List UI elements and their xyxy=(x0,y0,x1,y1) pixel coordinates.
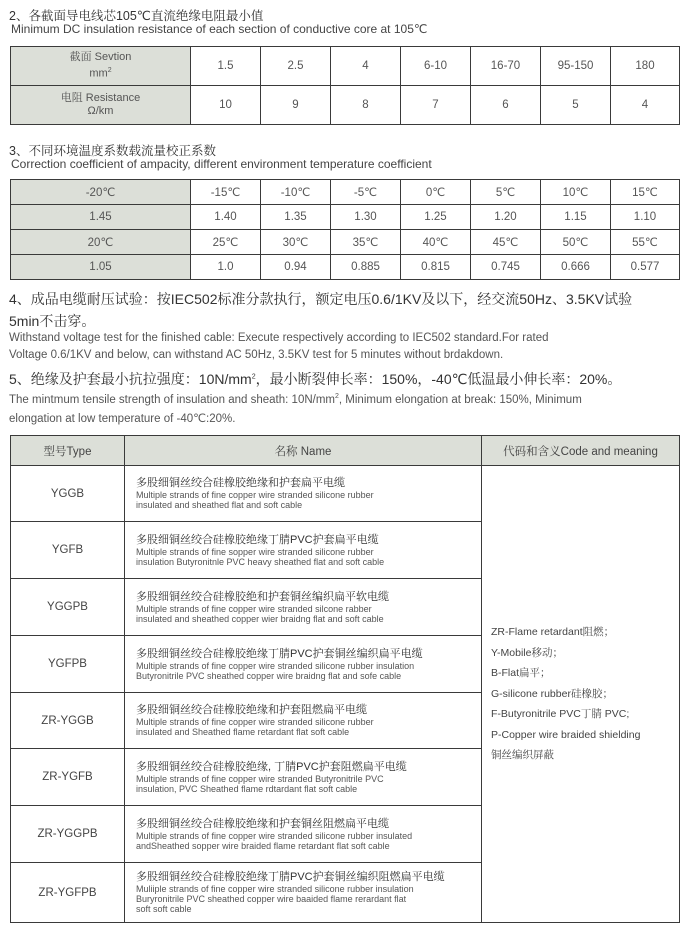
section5-cn-a: 5、绝缘及护套最小抗拉强度：10N/mm xyxy=(9,371,252,387)
section5-cn-sup: 2 xyxy=(251,373,256,381)
resistance-row xyxy=(11,86,680,125)
temperature-cell: 30℃ xyxy=(261,230,331,255)
cable-type-code: ZR-YGGPB xyxy=(11,806,125,863)
section-value: 4 xyxy=(331,47,401,86)
section4-cn-line1: 4、成品电缆耐压试验：按IEC502标准分款执行，额定电压0.6/1KV及以下，经交流50Hz、3.5KV试验 xyxy=(9,291,633,307)
code-meaning-item: F-Butyronitrile PVC丁腈 PVC; xyxy=(491,708,630,721)
coefficient-cell: 1.05 xyxy=(11,255,191,280)
section3-title-en: Correction coefficient of ampacity, different environment temperature coefficient xyxy=(11,157,432,171)
coefficient-cell: 0.745 xyxy=(471,255,541,280)
name-cn: 多股细铜丝绞合硅橡胶绝缘和护套扁平电缆 xyxy=(136,477,345,489)
temperature-cell: 55℃ xyxy=(611,230,680,255)
name-en: insulation Butyronitnle PVC heavy sheathed flat and soft cable xyxy=(136,556,385,567)
code-meaning-item: ZR-Flame retardant阻燃； xyxy=(491,626,615,639)
temperature-cell: 25℃ xyxy=(191,230,261,255)
section5-en-sup: 2 xyxy=(335,393,339,400)
section5-en-b: , Minimum elongation at break: 150%, Minimum xyxy=(338,393,582,406)
cable-type-name xyxy=(125,636,482,693)
resistance-value: 9 xyxy=(261,86,331,125)
section4-en-line2: Voltage 0.6/1KV and below, can withstand AC 50Hz, 3.5KV test for 5 minutes without brdakdown. xyxy=(9,349,504,361)
cable-type-code: YGFB xyxy=(11,522,125,579)
coefficient-cell: 1.30 xyxy=(331,205,401,230)
name-en: Buryronitrile PVC sheathed copper wire baaided flame rerardant flat xyxy=(136,894,407,904)
cable-types-table xyxy=(10,435,680,923)
temperature-cell: -15℃ xyxy=(191,180,261,205)
temperature-cell: 20℃ xyxy=(11,230,191,255)
cable-type-code: YGGB xyxy=(11,466,125,522)
name-cn: 多股细铜丝绞合硅橡胶绝缘和护套铜丝阻燃扁平电缆 xyxy=(136,817,389,830)
name-en: insulation, PVC Sheathed flame rdtardant flat soft cable xyxy=(136,783,358,794)
header-type: 型号Type xyxy=(11,436,125,466)
temperature-cell: -20℃ xyxy=(11,180,191,205)
coefficient-row xyxy=(11,230,680,255)
cable-type-code: YGFPB xyxy=(11,636,125,693)
temperature-cell: 5℃ xyxy=(471,180,541,205)
section2-title-cn: 2、各截面导电线芯105℃直流绝缘电阻最小值 xyxy=(9,9,264,23)
section-unit xyxy=(11,64,190,81)
code-meaning-item: G-silicone rubber硅橡胶； xyxy=(491,687,613,700)
name-cn: 多股细铜丝绞合硅橡胶绝缘丁腈PVC护套铜丝编织阻燃扁平电缆 xyxy=(136,871,445,883)
code-meaning-item: 铜丝编织屏蔽 xyxy=(491,749,554,762)
name-en: Muliiple strands of fine copper wire stranded silicone rubber insulation xyxy=(136,884,414,894)
cable-type-name xyxy=(125,579,482,636)
coefficient-cell: 0.94 xyxy=(261,255,331,280)
name-en: insulated and Sheathed flame retardant flat soft cable xyxy=(136,727,350,737)
section4-cn-line2: 5min不击穿。 xyxy=(9,313,96,329)
code-meaning-item: Y-Mobile移动； xyxy=(491,646,563,659)
section5-cn xyxy=(9,369,621,389)
resistance-label-cell xyxy=(11,86,191,125)
section-row xyxy=(11,47,680,86)
cable-type-name xyxy=(125,749,482,806)
resistance-value: 6 xyxy=(471,86,541,125)
name-en: Multiple strands of fine copper wire stranded silicone rubber xyxy=(136,490,374,500)
coefficient-cell: 1.15 xyxy=(541,205,611,230)
name-cn: 多股细铜丝绞合硅橡胶绝缘和护套阻燃扁平电缆 xyxy=(136,704,367,716)
types-header-row xyxy=(11,436,680,466)
cable-type-code: ZR-YGFB xyxy=(11,749,125,806)
temperature-cell: 50℃ xyxy=(541,230,611,255)
cable-type-code: ZR-YGGB xyxy=(11,693,125,749)
section4-en-line1: Withstand voltage test for the finished cable: Execute respectively according to IEC502 standard.For rated xyxy=(9,332,549,344)
section-value: 95-150 xyxy=(541,47,611,86)
section5-cn-b: ，最小断裂伸长率：150%，-40℃低温最小伸长率：20%。 xyxy=(255,371,622,387)
coefficient-cell: 1.25 xyxy=(401,205,471,230)
section-label-cell xyxy=(11,47,191,86)
code-meaning-item: P-Copper wire braided shielding xyxy=(491,728,641,741)
section2-title-en: Minimum DC insulation resistance of each section of conductive core at 105℃ xyxy=(11,22,428,36)
cable-type-code: ZR-YGFPB xyxy=(11,863,125,923)
temperature-cell: 15℃ xyxy=(611,180,680,205)
cable-type-name xyxy=(125,806,482,863)
name-en: insulated and sheathed flat and soft cable xyxy=(136,500,303,510)
name-en: Multiple strands of fine sopper wire stranded silicone rubber xyxy=(136,546,374,557)
section5-en-line1 xyxy=(9,393,582,406)
coefficient-cell: 0.666 xyxy=(541,255,611,280)
name-en: Multiple strands of fine copper wire stranded silicone rubber insulation xyxy=(136,660,415,671)
cable-type-name xyxy=(125,466,482,522)
coefficient-cell: 0.577 xyxy=(611,255,680,280)
section-value: 180 xyxy=(611,47,680,86)
cable-type-name xyxy=(125,522,482,579)
resistance-table xyxy=(10,46,680,125)
resistance-value: 8 xyxy=(331,86,401,125)
name-cn: 多股细铜丝绞合硅橡胶绝缘丁腈PVC护套铜丝编织扁平电缆 xyxy=(136,647,423,660)
temperature-cell: -5℃ xyxy=(331,180,401,205)
code-meaning-cell xyxy=(482,466,680,923)
section-value: 6-10 xyxy=(401,47,471,86)
name-en: Multiple strands of fine copper wire stranded silicone rubber xyxy=(136,717,374,727)
coefficient-cell: 1.20 xyxy=(471,205,541,230)
coefficient-row xyxy=(11,255,680,280)
section3-title-cn: 3、不同环境温度系数载流量校正系数 xyxy=(9,144,216,158)
section-value: 2.5 xyxy=(261,47,331,86)
resistance-value: 4 xyxy=(611,86,680,125)
resistance-value: 5 xyxy=(541,86,611,125)
section-value: 16-70 xyxy=(471,47,541,86)
name-cn: 多股细铜丝绞合硅橡胶绝和护套铜丝编织扁平软电缆 xyxy=(136,590,389,603)
cable-type-code: YGGPB xyxy=(11,579,125,636)
resistance-value: 10 xyxy=(191,86,261,125)
temperature-cell: 0℃ xyxy=(401,180,471,205)
temperature-coefficient-table xyxy=(10,179,680,280)
temperature-cell: 45℃ xyxy=(471,230,541,255)
coefficient-cell: 1.40 xyxy=(191,205,261,230)
section-unit-sup: 2 xyxy=(107,67,112,75)
temperature-cell: 35℃ xyxy=(331,230,401,255)
coefficient-cell: 0.885 xyxy=(331,255,401,280)
section5-en-line2: elongation at low temperature of -40℃:20%. xyxy=(9,413,236,425)
temperature-cell: 10℃ xyxy=(541,180,611,205)
header-name: 名称 Name xyxy=(125,436,482,466)
temperature-cell: -10℃ xyxy=(261,180,331,205)
cable-type-name xyxy=(125,693,482,749)
name-en: Multiple strands of fine copper wire stranded silcone rabber xyxy=(136,603,372,614)
name-en: Multiple strands of fine copper wire stranded silicone rubber insulated xyxy=(136,830,413,841)
cable-type-name xyxy=(125,863,482,923)
coefficient-cell: 0.815 xyxy=(401,255,471,280)
header-code: 代码和含义Code and meaning xyxy=(482,436,680,466)
temperature-cell: 40℃ xyxy=(401,230,471,255)
coefficient-cell: 1.0 xyxy=(191,255,261,280)
resistance-label: 电阻 Resistance xyxy=(60,92,141,104)
coefficient-cell: 1.10 xyxy=(611,205,680,230)
name-en: andSheathed sopper wire braided flame retardant flat soft cable xyxy=(136,840,390,851)
code-meaning-item: B-Flat扁平； xyxy=(491,667,551,680)
name-cn: 多股细铜丝绞合硅橡胶绝缘, 丁腈PVC护套阻燃扁平电缆 xyxy=(136,760,407,773)
section-value: 1.5 xyxy=(191,47,261,86)
name-en: Butyronitrile PVC sheathed copper wire braidng flat and sofe cable xyxy=(136,670,402,681)
cable-type-row xyxy=(11,466,680,522)
name-en: Multiple strands of fine copper wire stranded Butyronitrile PVC xyxy=(136,773,384,784)
coefficient-cell: 1.35 xyxy=(261,205,331,230)
coefficient-row xyxy=(11,205,680,230)
section-label: 截面 Sevtion xyxy=(69,51,132,64)
resistance-unit: Ω/km xyxy=(87,105,114,117)
coefficient-cell: 1.45 xyxy=(11,205,191,230)
name-en: soft soft cable xyxy=(136,904,192,914)
name-en: insulated and sheathed copper wier braidng flat and soft cable xyxy=(136,613,384,624)
name-cn: 多股细铜丝绞合硅橡胶绝缘丁腈PVC护套扁平电缆 xyxy=(136,533,379,546)
coefficient-row xyxy=(11,180,680,205)
section5-en-a: The mintmum tensile strength of insulation and sheath: 10N/mm xyxy=(9,393,335,406)
section-unit-text: mm xyxy=(89,67,108,80)
resistance-value: 7 xyxy=(401,86,471,125)
